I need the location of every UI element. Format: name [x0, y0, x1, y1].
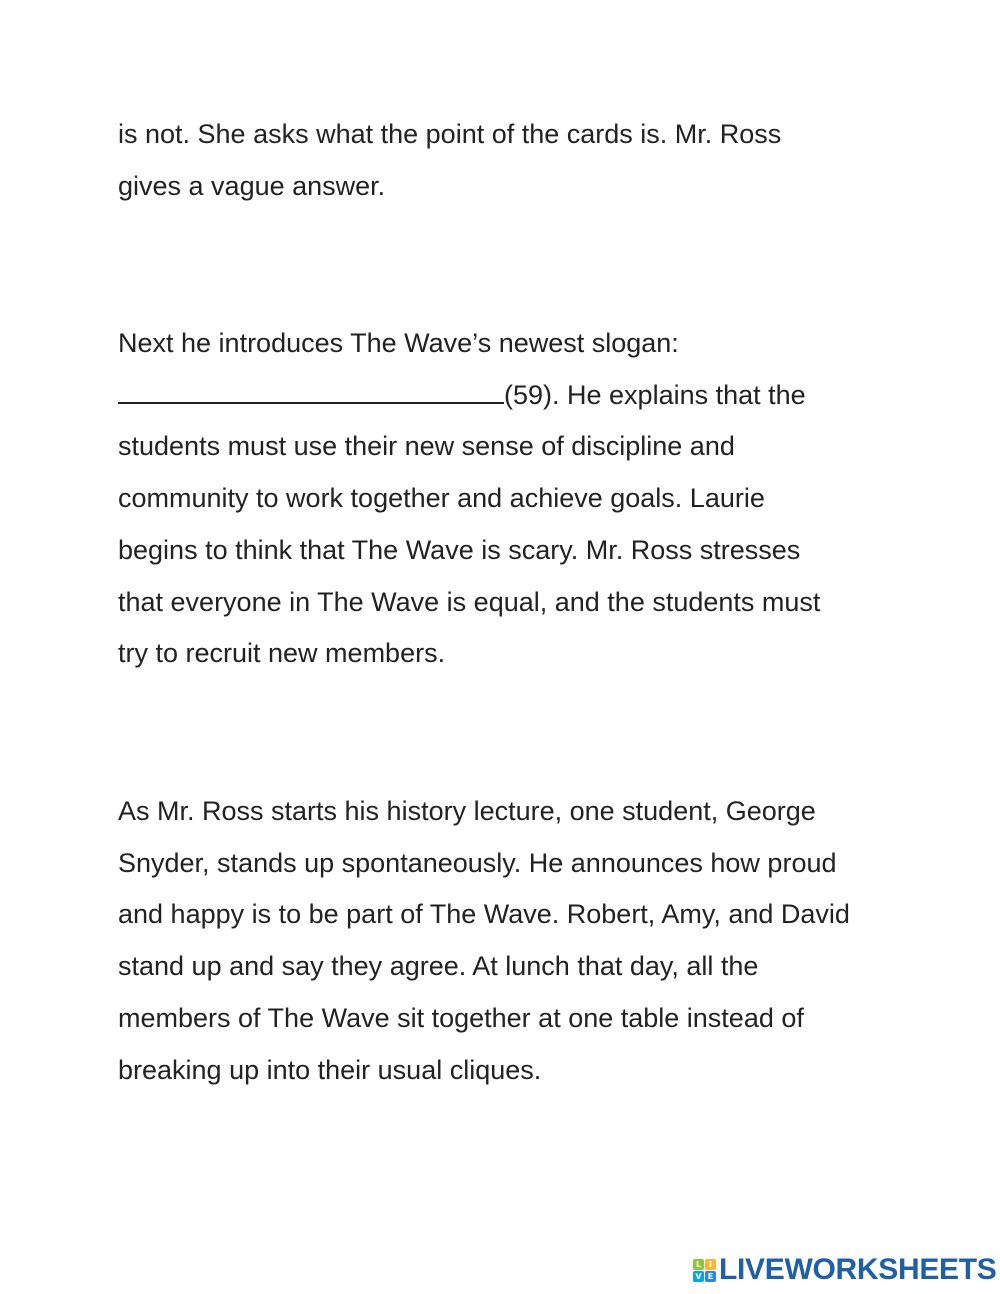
blank-suffix-text: (59). He explains that the — [504, 379, 806, 410]
text-line: members of The Wave sit together at one table instead of — [118, 1002, 804, 1033]
text-line: is not. She asks what the point of the cards is. Mr. Ross — [118, 119, 782, 149]
text-line: and happy is to be part of The Wave. Robert, Amy, and David — [118, 899, 850, 930]
logo-square: I — [705, 1259, 716, 1270]
text-line: that everyone in The Wave is equal, and the students must — [118, 586, 821, 617]
logo-square: V — [693, 1271, 704, 1282]
answer-blank-59[interactable] — [118, 380, 504, 404]
text-line: stand up and say they agree. At lunch that day, all the — [118, 951, 759, 982]
text-line: students must use their new sense of discipline and — [118, 431, 735, 462]
logo-square: E — [705, 1271, 716, 1282]
logo-square: L — [693, 1259, 704, 1270]
text-line: try to recruit new members. — [118, 638, 446, 669]
text-line: Next he introduces The Wave’s newest slogan: — [118, 328, 679, 358]
text-line: begins to think that The Wave is scary. Mr. Ross stresses — [118, 534, 801, 565]
text-line: As Mr. Ross starts his history lecture, one student, George — [118, 796, 816, 826]
paragraph-1 — [118, 109, 898, 212]
text-line: Snyder, stands up spontaneously. He announces how proud — [118, 847, 837, 878]
text-line: community to work together and achieve goals. Laurie — [118, 483, 765, 514]
text-line: gives a vague answer. — [118, 170, 386, 201]
liveworksheets-logo-icon — [693, 1259, 716, 1282]
fill-in-line — [118, 370, 898, 422]
liveworksheets-logo-text: LIVEWORKSHEETS — [719, 1253, 997, 1286]
paragraph-3 — [118, 786, 898, 1096]
liveworksheets-logo — [693, 1255, 997, 1285]
paragraph-2 — [118, 318, 898, 680]
text-line: breaking up into their usual cliques. — [118, 1054, 542, 1085]
